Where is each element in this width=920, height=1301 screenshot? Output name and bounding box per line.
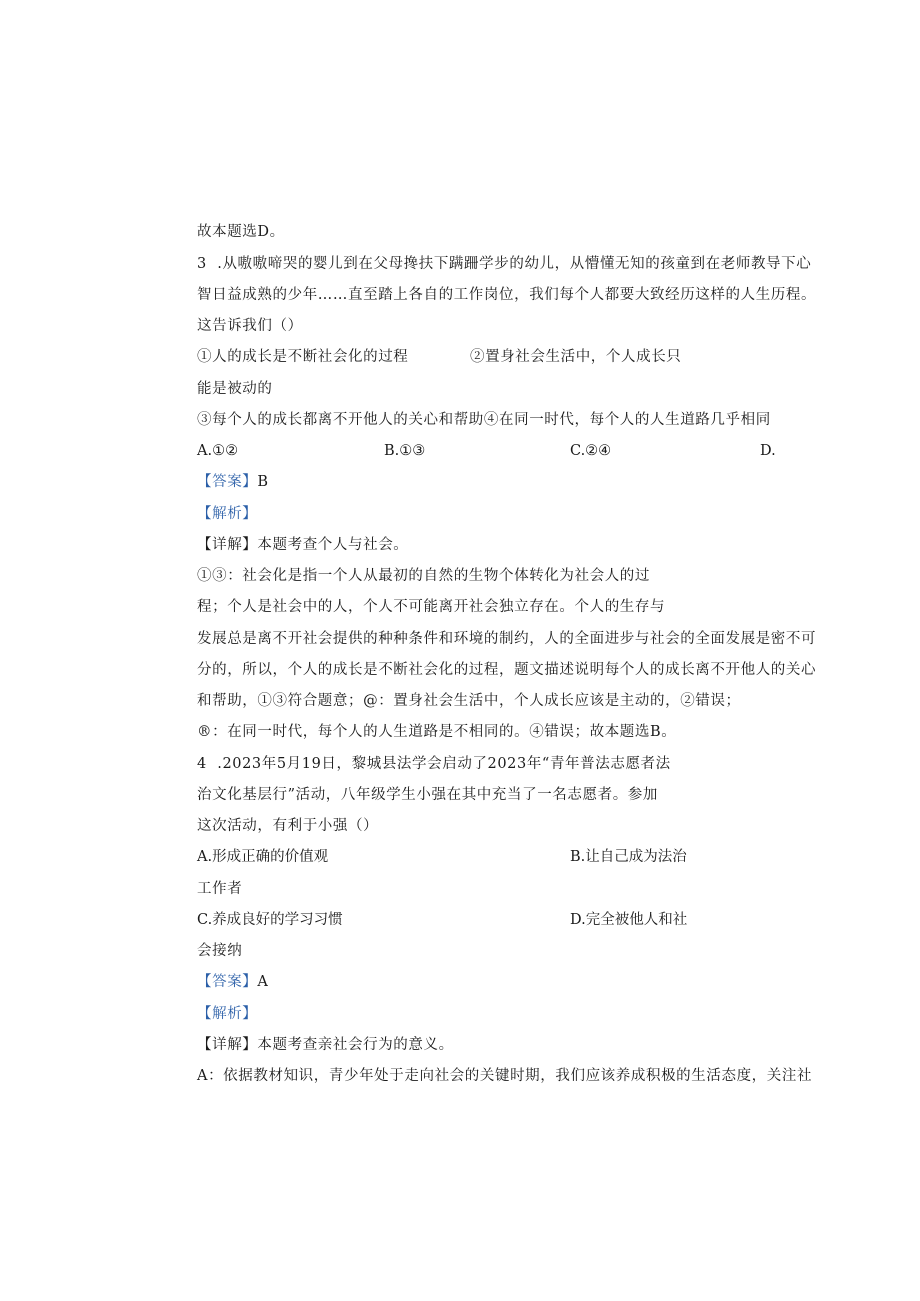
- analysis-tag: 【解析】: [197, 1006, 258, 1022]
- question-4-stem-line-3: 这次活动，有利于小强（）: [197, 818, 379, 834]
- question-3-option-c: C.②④: [570, 443, 612, 459]
- detail-line: 【详解】本题考查个人与社会。: [197, 537, 409, 553]
- question-3-option-a: A.①②: [197, 443, 239, 459]
- question-3-stem-line-1: 3 .从嗷嗷啼哭的婴儿到在父母搀扶下蹒跚学步的幼儿，从懵懂无知的孩童到在老师教导下心: [197, 256, 812, 272]
- answer-tag: 【答案】: [197, 974, 258, 990]
- question-4-option-a: A.形成正确的价值观: [197, 849, 329, 865]
- explanation-line-1: ①③：社会化是指一个人从最初的自然的生物个体转化为社会人的过: [197, 568, 650, 584]
- question-4-option-c: C.养成良好的学习习惯: [197, 912, 343, 928]
- answer-value: A: [257, 974, 269, 990]
- detail-line: 【详解】本题考查亲社会行为的意义。: [197, 1037, 454, 1053]
- answer-line-1: [197, 472, 269, 492]
- question-4-option-b-cont: 工作者: [197, 881, 243, 897]
- question-3-statements-3-4: ③每个人的成长都离不开他人的关心和帮助④在同一时代，每个人的人生道路几乎相同: [197, 412, 771, 428]
- question-3-statement-2-cont: 能是被动的: [197, 381, 273, 397]
- question-4-stem-line-1: 4 .2023年5月19日，黎城县法学会启动了2023年“青年普法志愿者法: [197, 756, 671, 772]
- answer-tag: 【答案】: [197, 474, 258, 490]
- question-3-option-d: D.: [760, 443, 776, 459]
- question-4-option-b: B.让自己成为法治: [570, 849, 687, 865]
- question-3-stem-line-2: 智日益成熟的少年……直至踏上各自的工作岗位，我们每个人都要大致经历这样的人生历程。: [197, 287, 817, 303]
- question-4-stem-line-2: 治文化基层行”活动，八年级学生小强在其中充当了一名志愿者。参加: [197, 787, 659, 803]
- analysis-tag: 【解析】: [197, 506, 258, 522]
- answer-line-2: [197, 972, 268, 992]
- question-3-stem-line-3: 这告诉我们（）: [197, 318, 303, 334]
- question-3-statement-1: ①人的成长是不断社会化的过程: [197, 349, 409, 365]
- explanation-line-5: 和帮助，①③符合题意；@：置身社会生活中，个人成长应该是主动的，②错误；: [197, 693, 741, 709]
- question-4-option-d: D.完全被他人和社: [570, 912, 688, 928]
- answer-value: B: [257, 474, 269, 490]
- explanation-line-2: 程；个人是社会中的人，个人不可能离开社会独立存在。个人的生存与: [197, 599, 666, 615]
- question-4-option-d-cont: 会接纳: [197, 943, 243, 959]
- explanation-line-3: 发展总是离不开社会提供的种种条件和环境的制约，人的全面进步与社会的全面发展是密不可: [197, 631, 817, 647]
- question-3-option-b: B.①③: [384, 443, 426, 459]
- explanation-line-1: A：依据教材知识，青少年处于走向社会的关键时期，我们应该养成积极的生活态度，关注社: [197, 1068, 813, 1084]
- question-3-statement-2: ②置身社会生活中，个人成长只: [470, 349, 682, 365]
- conclusion-line: 故本题选D。: [197, 224, 285, 240]
- explanation-line-4: 分的，所以，个人的成长是不断社会化的过程，题文描述说明每个人的成长离不开他人的关心: [197, 662, 817, 678]
- explanation-line-6: ®：在同一时代，每个人的人生道路是不相同的。④错误；故本题选B。: [197, 724, 677, 740]
